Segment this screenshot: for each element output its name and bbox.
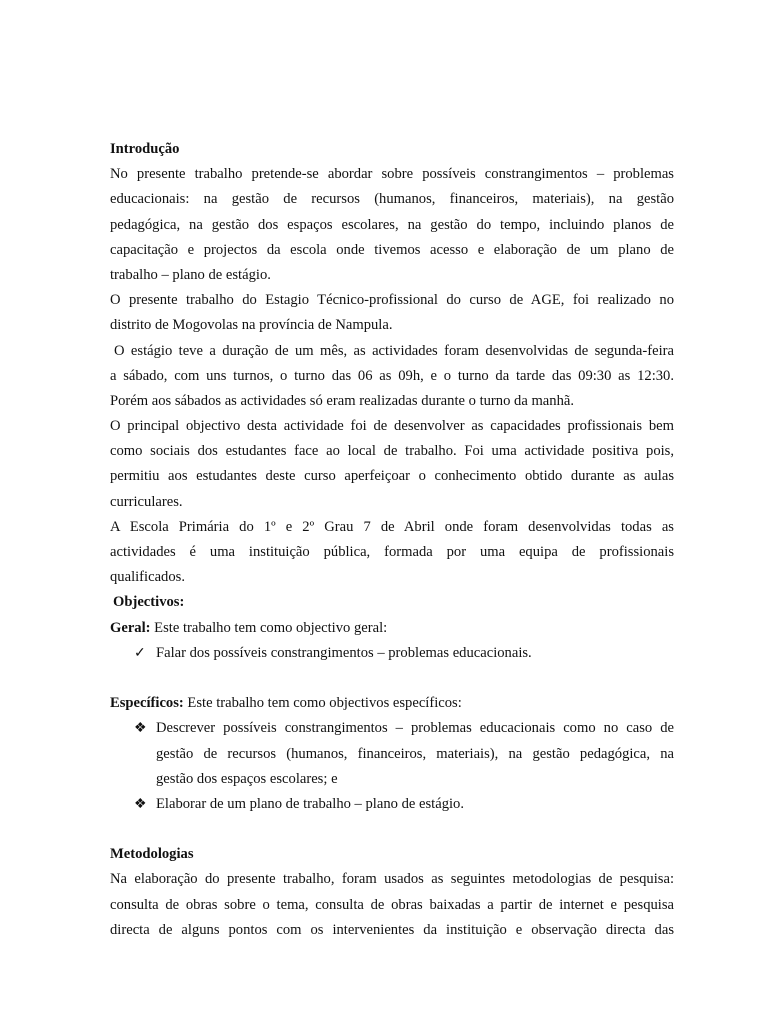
intro-heading: Introdução: [110, 141, 180, 157]
specific-item-1-text-1: Descrever possíveis constrangimentos – problemas educacionais como no caso de: [156, 720, 674, 737]
general-text: Este trabalho tem como objectivo geral:: [150, 619, 388, 636]
intro-line-1: No presente trabalho pretende-se abordar sobre possíveis constrangimentos – problemas: [110, 166, 674, 183]
intro-line-4: capacitação e projectos da escola onde tivemos acesso e elaboração de um plano de: [110, 241, 674, 258]
intro-line-8: O estágio teve a duração de um mês, as actividades foram desenvolvidas de segunda-feira: [114, 342, 674, 359]
intro-line-12: como sociais dos estudantes face ao local de trabalho. Foi uma actividade positiva pois,: [110, 443, 674, 460]
specific-item-1-line-3: gestão dos espaços escolares; e: [156, 770, 338, 787]
specific-item-2-text: Elaborar de um plano de trabalho – plano de estágio.: [156, 795, 464, 812]
intro-line-15: A Escola Primária do 1º e 2º Grau 7 de Abril onde foram desenvolvidas todas as: [110, 518, 674, 535]
intro-line-2: educacionais: na gestão de recursos (humanos, financeiros, materiais), na gestão: [110, 191, 674, 208]
diamond-bullet-icon: ❖: [134, 796, 147, 812]
specific-objectives: [110, 691, 674, 716]
intro-line-9: a sábado, com uns turnos, o turno das 06 as 09h, e o turno da tarde das 09:30 as 12:30.: [110, 367, 674, 384]
intro-line-10: Porém aos sábados as actividades só eram realizadas durante o turno da manhã.: [110, 392, 574, 409]
intro-line-6: O presente trabalho do Estagio Técnico-profissional do curso de AGE, foi realizado no: [110, 292, 674, 309]
spacer: [110, 666, 674, 691]
intro-line-3: pedagógica, na gestão dos espaços escolares, na gestão do tempo, incluindo planos de: [110, 216, 674, 233]
spacer: [110, 817, 674, 842]
intro-line-14: curriculares.: [110, 493, 183, 510]
specific-item-1-line-1: [110, 716, 674, 741]
methodology-heading: Metodologias: [110, 846, 194, 863]
intro-line-11: O principal objectivo desta actividade foi de desenvolver as capacidades profissionais bem: [110, 418, 674, 435]
specific-item-1-line-2: gestão de recursos (humanos, financeiros, materiais), na gestão pedagógica, na: [156, 745, 674, 762]
intro-line-17: qualificados.: [110, 569, 185, 586]
methodology-line-3: directa de alguns pontos com os intervenientes da instituição e observação directa das: [110, 921, 674, 938]
specific-item-2: [110, 792, 674, 817]
intro-line-13: permitiu aos estudantes deste curso aperfeiçoar o conhecimento obtido durante as aulas: [110, 468, 674, 485]
general-item-text: Falar dos possíveis constrangimentos – problemas educacionais.: [156, 644, 532, 661]
methodology-line-1: Na elaboração do presente trabalho, foram usados as seguintes metodologias de pesquisa:: [110, 871, 674, 888]
intro-line-7: distrito de Mogovolas na província de Nampula.: [110, 317, 393, 334]
intro-line-5: trabalho – plano de estágio.: [110, 266, 271, 283]
document-page: [110, 137, 674, 943]
general-label: Geral:: [110, 619, 151, 636]
intro-line-16: actividades é uma instituição pública, formada por uma equipa de profissionais: [110, 544, 674, 560]
general-objective: [110, 616, 674, 641]
checkmark-icon: ✓: [134, 645, 146, 661]
specific-text: Este trabalho tem como objectivos específicos:: [183, 695, 462, 712]
diamond-bullet-icon: ❖: [134, 721, 147, 737]
general-item-1: [110, 641, 674, 666]
methodology-line-2: consulta de obras sobre o tema, consulta de obras baixadas a partir de internet e pesquisa: [110, 896, 674, 913]
specific-label: Específicos:: [110, 695, 184, 712]
objectives-heading: Objectivos:: [113, 594, 185, 611]
